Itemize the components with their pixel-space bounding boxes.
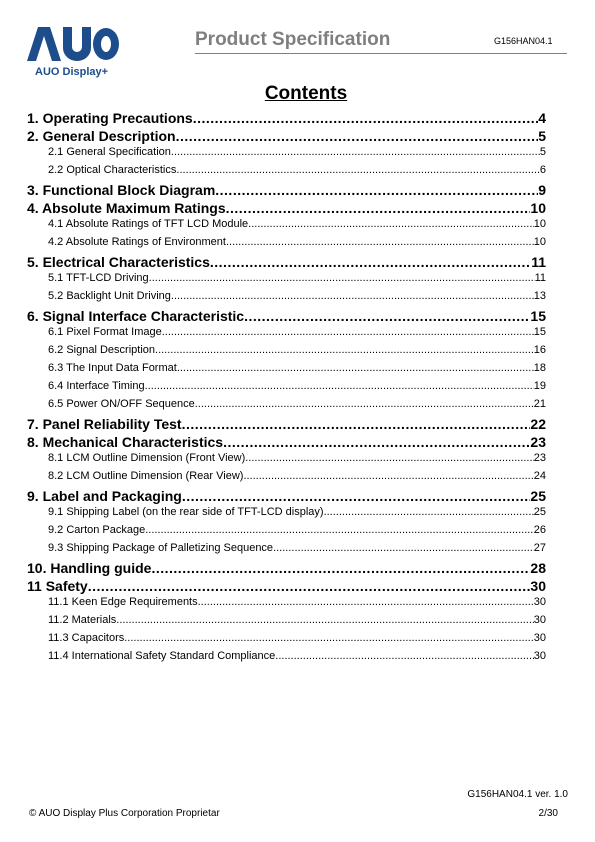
dot-leader	[124, 632, 534, 644]
toc-entry-label: 1. Operating Precautions	[27, 110, 193, 126]
dot-leader	[176, 128, 539, 144]
toc-subsection-entry[interactable]	[27, 524, 546, 542]
toc-entry-label: 8. Mechanical Characteristics	[27, 434, 224, 450]
toc-entry-label: 4.1 Absolute Ratings of TFT LCD Module	[48, 218, 249, 230]
auo-logo	[27, 27, 119, 61]
dot-leader	[273, 542, 534, 554]
toc-entry-page: 9	[538, 182, 546, 198]
logo-subtext: AUO Display+	[35, 66, 109, 78]
toc-subsection-entry[interactable]	[27, 344, 546, 362]
toc-entry-page: 26	[533, 524, 546, 536]
toc-subsection-entry[interactable]	[27, 470, 546, 488]
toc-entry-label: 6.5 Power ON/OFF Sequence	[48, 398, 195, 410]
toc-entry-label: 6.1 Pixel Format Image	[48, 326, 162, 338]
toc-entry-page: 5	[539, 146, 546, 158]
toc-entry-page: 27	[533, 542, 546, 554]
toc-subsection-entry[interactable]	[27, 146, 546, 164]
toc-entry-page: 13	[533, 290, 546, 302]
toc-section-entry[interactable]	[27, 128, 546, 146]
toc-entry-page: 21	[533, 398, 546, 410]
toc-subsection-entry[interactable]	[27, 290, 546, 308]
toc-subsection-entry[interactable]	[27, 632, 546, 650]
toc-entry-page: 10	[530, 200, 546, 216]
model-number: G156HAN04.1	[494, 36, 553, 46]
toc-entry-label: 6.3 The Input Data Format	[48, 362, 177, 374]
toc-entry-label: 2. General Description	[27, 128, 176, 144]
toc-section-entry[interactable]	[27, 434, 546, 452]
toc-entry-label: 9. Label and Packaging	[27, 488, 182, 504]
toc-entry-label: 2.1 General Specification	[48, 146, 171, 158]
toc-entry-label: 5.1 TFT-LCD Driving	[48, 272, 149, 284]
toc-entry-label: 5. Electrical Characteristics	[27, 254, 210, 270]
dot-leader	[145, 380, 534, 392]
toc-entry-page: 22	[530, 416, 546, 432]
toc-entry-page: 19	[533, 380, 546, 392]
toc-entry-page: 25	[533, 506, 546, 518]
toc-subsection-entry[interactable]	[27, 614, 546, 632]
dot-leader	[195, 398, 534, 410]
footer-version: G156HAN04.1 ver. 1.0	[467, 789, 568, 800]
dot-leader	[244, 308, 530, 324]
dot-leader	[215, 182, 538, 198]
toc-subsection-entry[interactable]	[27, 362, 546, 380]
toc-entry-page: 16	[533, 344, 546, 356]
dot-leader	[182, 416, 531, 432]
dot-leader	[88, 578, 531, 594]
toc-entry-label: 6. Signal Interface Characteristic	[27, 308, 245, 324]
toc-entry-page: 18	[533, 362, 546, 374]
dot-leader	[245, 452, 533, 464]
dot-leader	[171, 290, 534, 302]
dot-leader	[243, 470, 533, 482]
toc-section-entry[interactable]	[27, 182, 546, 200]
toc-entry-page: 23	[533, 452, 546, 464]
toc-entry-page: 30	[533, 650, 546, 662]
toc-section-entry[interactable]	[27, 308, 546, 326]
toc-entry-page: 5	[538, 128, 546, 144]
toc-entry-page: 25	[530, 488, 546, 504]
toc-entry-page: 15	[533, 326, 546, 338]
footer-page-number: 2/30	[538, 808, 558, 819]
toc-entry-label: 11 Safety	[27, 578, 88, 594]
toc-section-entry[interactable]	[27, 110, 546, 128]
dot-leader	[151, 560, 530, 576]
dot-leader	[149, 272, 535, 284]
toc-entry-label: 5.2 Backlight Unit Driving	[48, 290, 171, 302]
toc-entry-page: 11	[534, 272, 546, 284]
toc-entry-label: 11.3 Capacitors	[48, 632, 125, 644]
toc-subsection-entry[interactable]	[27, 506, 546, 524]
toc-entry-label: 9.1 Shipping Label (on the rear side of TFT-LCD display)	[48, 506, 324, 518]
dot-leader	[162, 326, 534, 338]
toc-entry-page: 10	[533, 236, 546, 248]
toc-entry-label: 2.2 Optical Characteristics	[48, 164, 177, 176]
toc-subsection-entry[interactable]	[27, 326, 546, 344]
toc-entry-label: 3. Functional Block Diagram	[27, 182, 216, 198]
header-divider	[195, 53, 567, 54]
dot-leader	[248, 218, 534, 230]
contents-heading: Contents	[264, 83, 348, 104]
toc-entry-label: 10. Handling guide	[27, 560, 152, 576]
toc-section-entry[interactable]	[27, 200, 546, 218]
toc-entry-label: 4. Absolute Maximum Ratings	[27, 200, 226, 216]
toc-section-entry[interactable]	[27, 254, 546, 272]
toc-section-entry[interactable]	[27, 560, 546, 578]
table-of-contents	[27, 110, 546, 668]
dot-leader	[177, 362, 534, 374]
toc-subsection-entry[interactable]	[27, 272, 546, 290]
dot-leader	[176, 164, 539, 176]
toc-entry-page: 10	[533, 218, 546, 230]
toc-entry-page: 23	[530, 434, 546, 450]
document-title: Product Specification	[195, 29, 391, 50]
dot-leader	[226, 200, 531, 216]
toc-entry-page: 30	[533, 632, 546, 644]
toc-entry-page: 15	[530, 308, 546, 324]
toc-entry-page: 28	[530, 560, 546, 576]
toc-section-entry[interactable]	[27, 578, 546, 596]
toc-entry-label: 7. Panel Reliability Test	[27, 416, 182, 432]
dot-leader	[226, 236, 534, 248]
dot-leader	[155, 344, 534, 356]
dot-leader	[193, 110, 538, 126]
toc-entry-label: 9.3 Shipping Package of Palletizing Sequence	[48, 542, 274, 554]
toc-subsection-entry[interactable]	[27, 452, 546, 470]
dot-leader	[171, 146, 540, 158]
dot-leader	[210, 254, 531, 270]
toc-entry-page: 30	[530, 578, 546, 594]
toc-section-entry[interactable]	[27, 416, 546, 434]
toc-entry-label: 9.2 Carton Package	[48, 524, 146, 536]
toc-entry-label: 4.2 Absolute Ratings of Environment	[48, 236, 226, 248]
toc-subsection-entry[interactable]	[27, 398, 546, 416]
toc-entry-label: 11.1 Keen Edge Requirements	[48, 596, 198, 608]
toc-entry-page: 6	[539, 164, 546, 176]
dot-leader	[324, 506, 534, 518]
toc-subsection-entry[interactable]	[27, 542, 546, 560]
toc-section-entry[interactable]	[27, 488, 546, 506]
toc-entry-page: 30	[533, 614, 546, 626]
dot-leader	[198, 596, 534, 608]
toc-subsection-entry[interactable]	[27, 650, 546, 668]
toc-entry-label: 11.4 International Safety Standard Compliance	[48, 650, 276, 662]
toc-entry-label: 6.4 Interface Timing	[48, 380, 145, 392]
toc-subsection-entry[interactable]	[27, 218, 546, 236]
dot-leader	[145, 524, 534, 536]
toc-entry-page: 24	[533, 470, 546, 482]
dot-leader	[275, 650, 533, 662]
toc-subsection-entry[interactable]	[27, 236, 546, 254]
toc-entry-label: 6.2 Signal Description	[48, 344, 156, 356]
footer-copyright: © AUO Display Plus Corporation Proprietar	[29, 808, 220, 819]
toc-entry-label: 8.2 LCM Outline Dimension (Rear View)	[48, 470, 244, 482]
toc-subsection-entry[interactable]	[27, 380, 546, 398]
toc-entry-page: 4	[538, 110, 546, 126]
dot-leader	[182, 488, 531, 504]
toc-entry-page: 30	[533, 596, 546, 608]
toc-entry-page: 11	[531, 254, 546, 270]
toc-entry-label: 8.1 LCM Outline Dimension (Front View)	[48, 452, 246, 464]
toc-subsection-entry[interactable]	[27, 596, 546, 614]
toc-subsection-entry[interactable]	[27, 164, 546, 182]
toc-entry-label: 11.2 Materials	[48, 614, 117, 626]
dot-leader	[223, 434, 530, 450]
dot-leader	[116, 614, 533, 626]
